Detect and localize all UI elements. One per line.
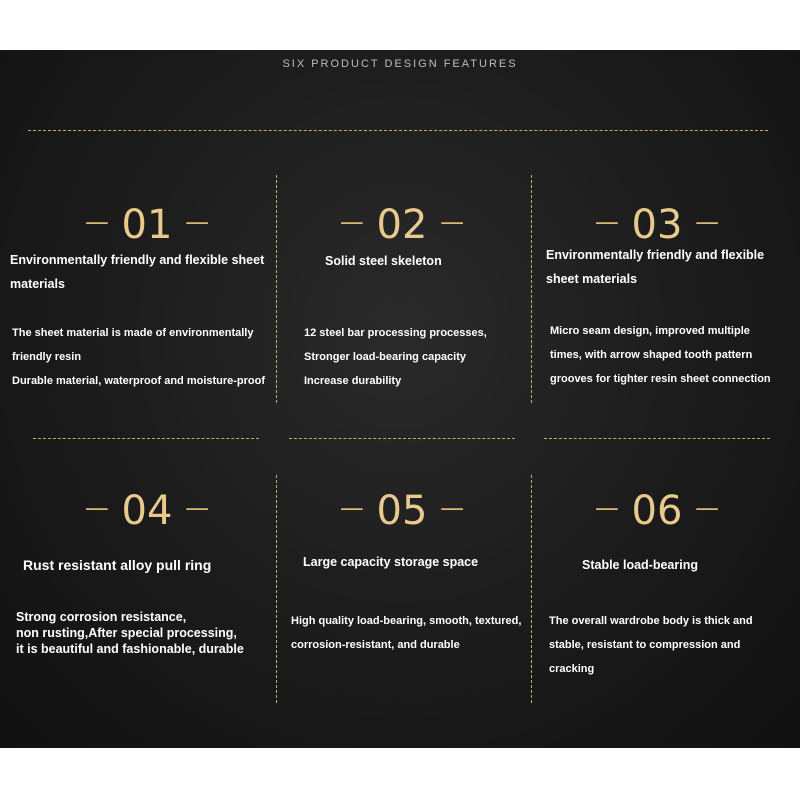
- column-divider: [531, 475, 532, 703]
- row-divider: [544, 438, 770, 439]
- feature-description: The sheet material is made of environmentally friendly resin Durable material, waterproof and moisture-proof: [12, 327, 266, 387]
- feature-title: Environmentally friendly and flexible sheet materials: [546, 248, 765, 286]
- column-divider: [531, 175, 532, 403]
- feature-description: Strong corrosion resistance, non rusting,After special processing, it is beautiful and fashionable, durable: [16, 610, 244, 656]
- dash-decoration: —: [185, 208, 210, 236]
- feature-title: Environmentally friendly and flexible sheet materials: [10, 253, 265, 291]
- feature-number: 01: [121, 202, 173, 248]
- dash-decoration: —: [695, 208, 720, 236]
- column-divider: [276, 475, 277, 703]
- feature-title: Solid steel skeleton: [325, 254, 442, 268]
- feature-number: 06: [631, 488, 683, 534]
- feature-description: The overall wardrobe body is thick and stable, resistant to compression and cracking: [549, 615, 753, 675]
- row-divider: [289, 438, 515, 439]
- dash-decoration: —: [594, 494, 619, 522]
- feature-description: High quality load-bearing, smooth, textured, corrosion-resistant, and durable: [291, 615, 522, 651]
- feature-title: Stable load-bearing: [582, 558, 698, 572]
- feature-number: 04: [121, 488, 173, 534]
- feature-title: Rust resistant alloy pull ring: [23, 557, 212, 573]
- top-divider: [28, 130, 768, 131]
- dash-decoration: —: [185, 494, 210, 522]
- dash-decoration: —: [695, 494, 720, 522]
- feature-title: Large capacity storage space: [303, 555, 479, 569]
- section-header: SIX PRODUCT DESIGN FEATURES: [282, 58, 518, 70]
- dash-decoration: —: [440, 494, 465, 522]
- feature-description: 12 steel bar processing processes, Stronger load-bearing capacity Increase durability: [304, 327, 487, 387]
- row-divider: [33, 438, 259, 439]
- features-panel: [0, 50, 800, 748]
- dash-decoration: —: [339, 208, 364, 236]
- column-divider: [276, 175, 277, 403]
- dash-decoration: —: [594, 208, 619, 236]
- feature-number: 05: [376, 488, 428, 534]
- dash-decoration: —: [84, 494, 109, 522]
- feature-number: 02: [376, 202, 428, 248]
- dash-decoration: —: [440, 208, 465, 236]
- feature-number: 03: [631, 202, 683, 248]
- feature-description: Micro seam design, improved multiple times, with arrow shaped tooth pattern grooves for tighter resin sheet connection: [550, 325, 771, 385]
- dash-decoration: —: [84, 208, 109, 236]
- dash-decoration: —: [339, 494, 364, 522]
